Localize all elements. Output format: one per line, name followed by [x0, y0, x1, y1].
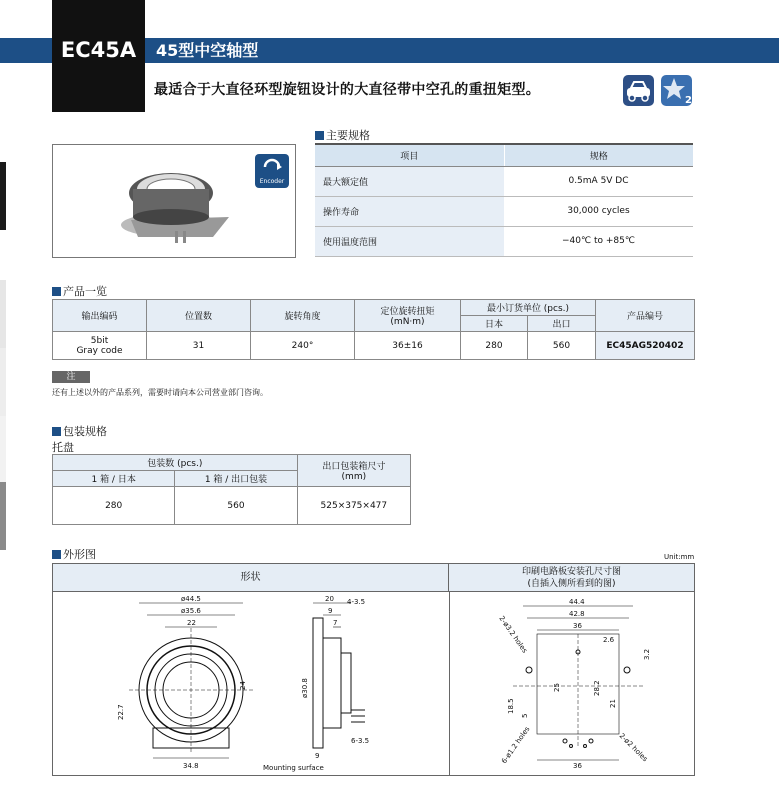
col-shape: 形状 — [53, 564, 449, 592]
unit-label: Unit:mm — [664, 553, 695, 561]
product-section-title: 产品一览 — [52, 283, 107, 299]
side-tab — [0, 280, 6, 348]
col-moq-japan: 日本 — [461, 316, 528, 332]
side-tab — [0, 162, 6, 230]
cell-moq-japan: 280 — [461, 332, 528, 360]
badge-number: 2 — [685, 95, 692, 106]
car-icon — [623, 75, 654, 106]
svg-text:2-ø3.2 holes: 2-ø3.2 holes — [497, 614, 529, 655]
col-pack-qty: 包装数 (pcs.) — [53, 455, 298, 471]
spec-item: 使用温度范围 — [315, 226, 504, 256]
col-torque: 定位旋转扭矩 (mN·m) — [355, 300, 461, 332]
spec-table — [315, 143, 693, 257]
packaging-section-title: 包装规格 — [52, 423, 107, 439]
divider — [449, 592, 450, 775]
svg-text:ø35.6: ø35.6 — [181, 607, 201, 615]
spec-row — [315, 166, 693, 196]
side-tab — [0, 416, 6, 482]
svg-text:28.2: 28.2 — [593, 680, 601, 696]
series-title: 45型中空轴型 — [156, 41, 259, 60]
mounting-surface-label: Mounting surface — [263, 764, 324, 772]
outline-frame — [52, 563, 695, 776]
star-rating-icon — [661, 75, 692, 106]
svg-text:36: 36 — [573, 622, 582, 630]
packaging-subtitle: 托盘 — [52, 441, 74, 454]
svg-text:9: 9 — [328, 607, 333, 615]
spec-col-spec: 规格 — [504, 144, 693, 166]
encoder-badge — [255, 154, 289, 188]
spec-value: 0.5mA 5V DC — [504, 166, 693, 196]
svg-text:24: 24 — [239, 681, 247, 690]
svg-text:25: 25 — [553, 683, 561, 692]
side-tab — [0, 482, 6, 550]
svg-text:22.7: 22.7 — [117, 704, 125, 720]
section-marker — [52, 287, 61, 296]
col-box-export: 1 箱 / 出口包装 — [175, 471, 297, 487]
side-tab — [0, 348, 6, 416]
spec-value: 30,000 cycles — [504, 196, 693, 226]
cell-positions: 31 — [147, 332, 251, 360]
svg-text:ø30.8: ø30.8 — [301, 678, 309, 698]
headline: 最适合于大直径环型旋钮设计的大直径带中空孔的重扭矩型。 — [154, 82, 541, 98]
cell-output: 5bit Gray code — [53, 332, 147, 360]
col-part: 产品编号 — [596, 300, 695, 332]
col-box-japan: 1 箱 / 日本 — [53, 471, 175, 487]
cell-carton: 525×375×477 — [297, 487, 410, 525]
section-marker — [315, 131, 324, 140]
product-photo — [52, 144, 296, 258]
svg-text:6-ø1.2 holes: 6-ø1.2 holes — [500, 725, 532, 766]
model-code: EC45A — [60, 38, 137, 62]
svg-text:22: 22 — [187, 619, 196, 627]
cell-part-number: EC45AG520402 — [596, 332, 695, 360]
cell-torque: 36±16 — [355, 332, 461, 360]
spec-header-row — [315, 144, 693, 166]
product-row — [53, 332, 695, 360]
svg-text:18.5: 18.5 — [507, 698, 515, 714]
svg-text:42.8: 42.8 — [569, 610, 585, 618]
spec-row — [315, 226, 693, 256]
svg-text:7: 7 — [333, 619, 338, 627]
spec-item: 最大额定值 — [315, 166, 504, 196]
product-table — [52, 299, 695, 360]
packaging-row — [53, 487, 411, 525]
svg-text:ø44.5: ø44.5 — [181, 595, 201, 603]
svg-text:6-3.5: 6-3.5 — [351, 737, 370, 745]
spec-section-title: 主要规格 — [315, 127, 370, 143]
note-label: 注 — [52, 371, 90, 383]
svg-text:4-3.5: 4-3.5 — [347, 598, 366, 606]
spec-row — [315, 196, 693, 226]
spec-value: −40℃ to +85℃ — [504, 226, 693, 256]
spec-col-item: 项目 — [315, 144, 504, 166]
svg-text:9: 9 — [315, 752, 320, 760]
outline-section-title: 外形图 — [52, 546, 96, 562]
col-moq-export: 出口 — [528, 316, 596, 332]
pcb-layout-drawing — [453, 596, 693, 774]
svg-text:34.8: 34.8 — [183, 762, 199, 770]
svg-text:20: 20 — [325, 595, 334, 603]
col-moq: 最小订货单位 (pcs.) — [461, 300, 596, 316]
col-pcb: 印刷电路板安装孔尺寸图 (自插入侧所看到的图) — [449, 564, 694, 592]
cell-angle: 240° — [251, 332, 355, 360]
col-positions: 位置数 — [147, 300, 251, 332]
cell-moq-export: 560 — [528, 332, 596, 360]
svg-text:36: 36 — [573, 762, 582, 770]
section-marker — [52, 550, 61, 559]
cell-box-japan: 280 — [53, 487, 175, 525]
encoder-label: Encoder — [259, 178, 285, 185]
svg-text:3.2: 3.2 — [643, 648, 651, 660]
col-carton: 出口包装箱尺寸 (mm) — [297, 455, 410, 487]
side-view-drawing — [263, 595, 403, 773]
section-marker — [52, 427, 61, 436]
col-output: 输出编码 — [53, 300, 147, 332]
note-text: 还有上述以外的产品系列，需要时请向本公司营业部门咨询。 — [52, 388, 268, 397]
packaging-table — [52, 454, 411, 525]
encoder-icon — [255, 154, 289, 176]
spec-item: 操作寿命 — [315, 196, 504, 226]
svg-text:44.4: 44.4 — [569, 598, 585, 606]
svg-text:2-ø2 holes: 2-ø2 holes — [617, 731, 650, 764]
svg-text:5: 5 — [521, 713, 529, 718]
svg-text:21: 21 — [609, 699, 617, 708]
cell-box-export: 560 — [175, 487, 297, 525]
svg-text:2.6: 2.6 — [603, 636, 615, 644]
col-angle: 旋转角度 — [251, 300, 355, 332]
